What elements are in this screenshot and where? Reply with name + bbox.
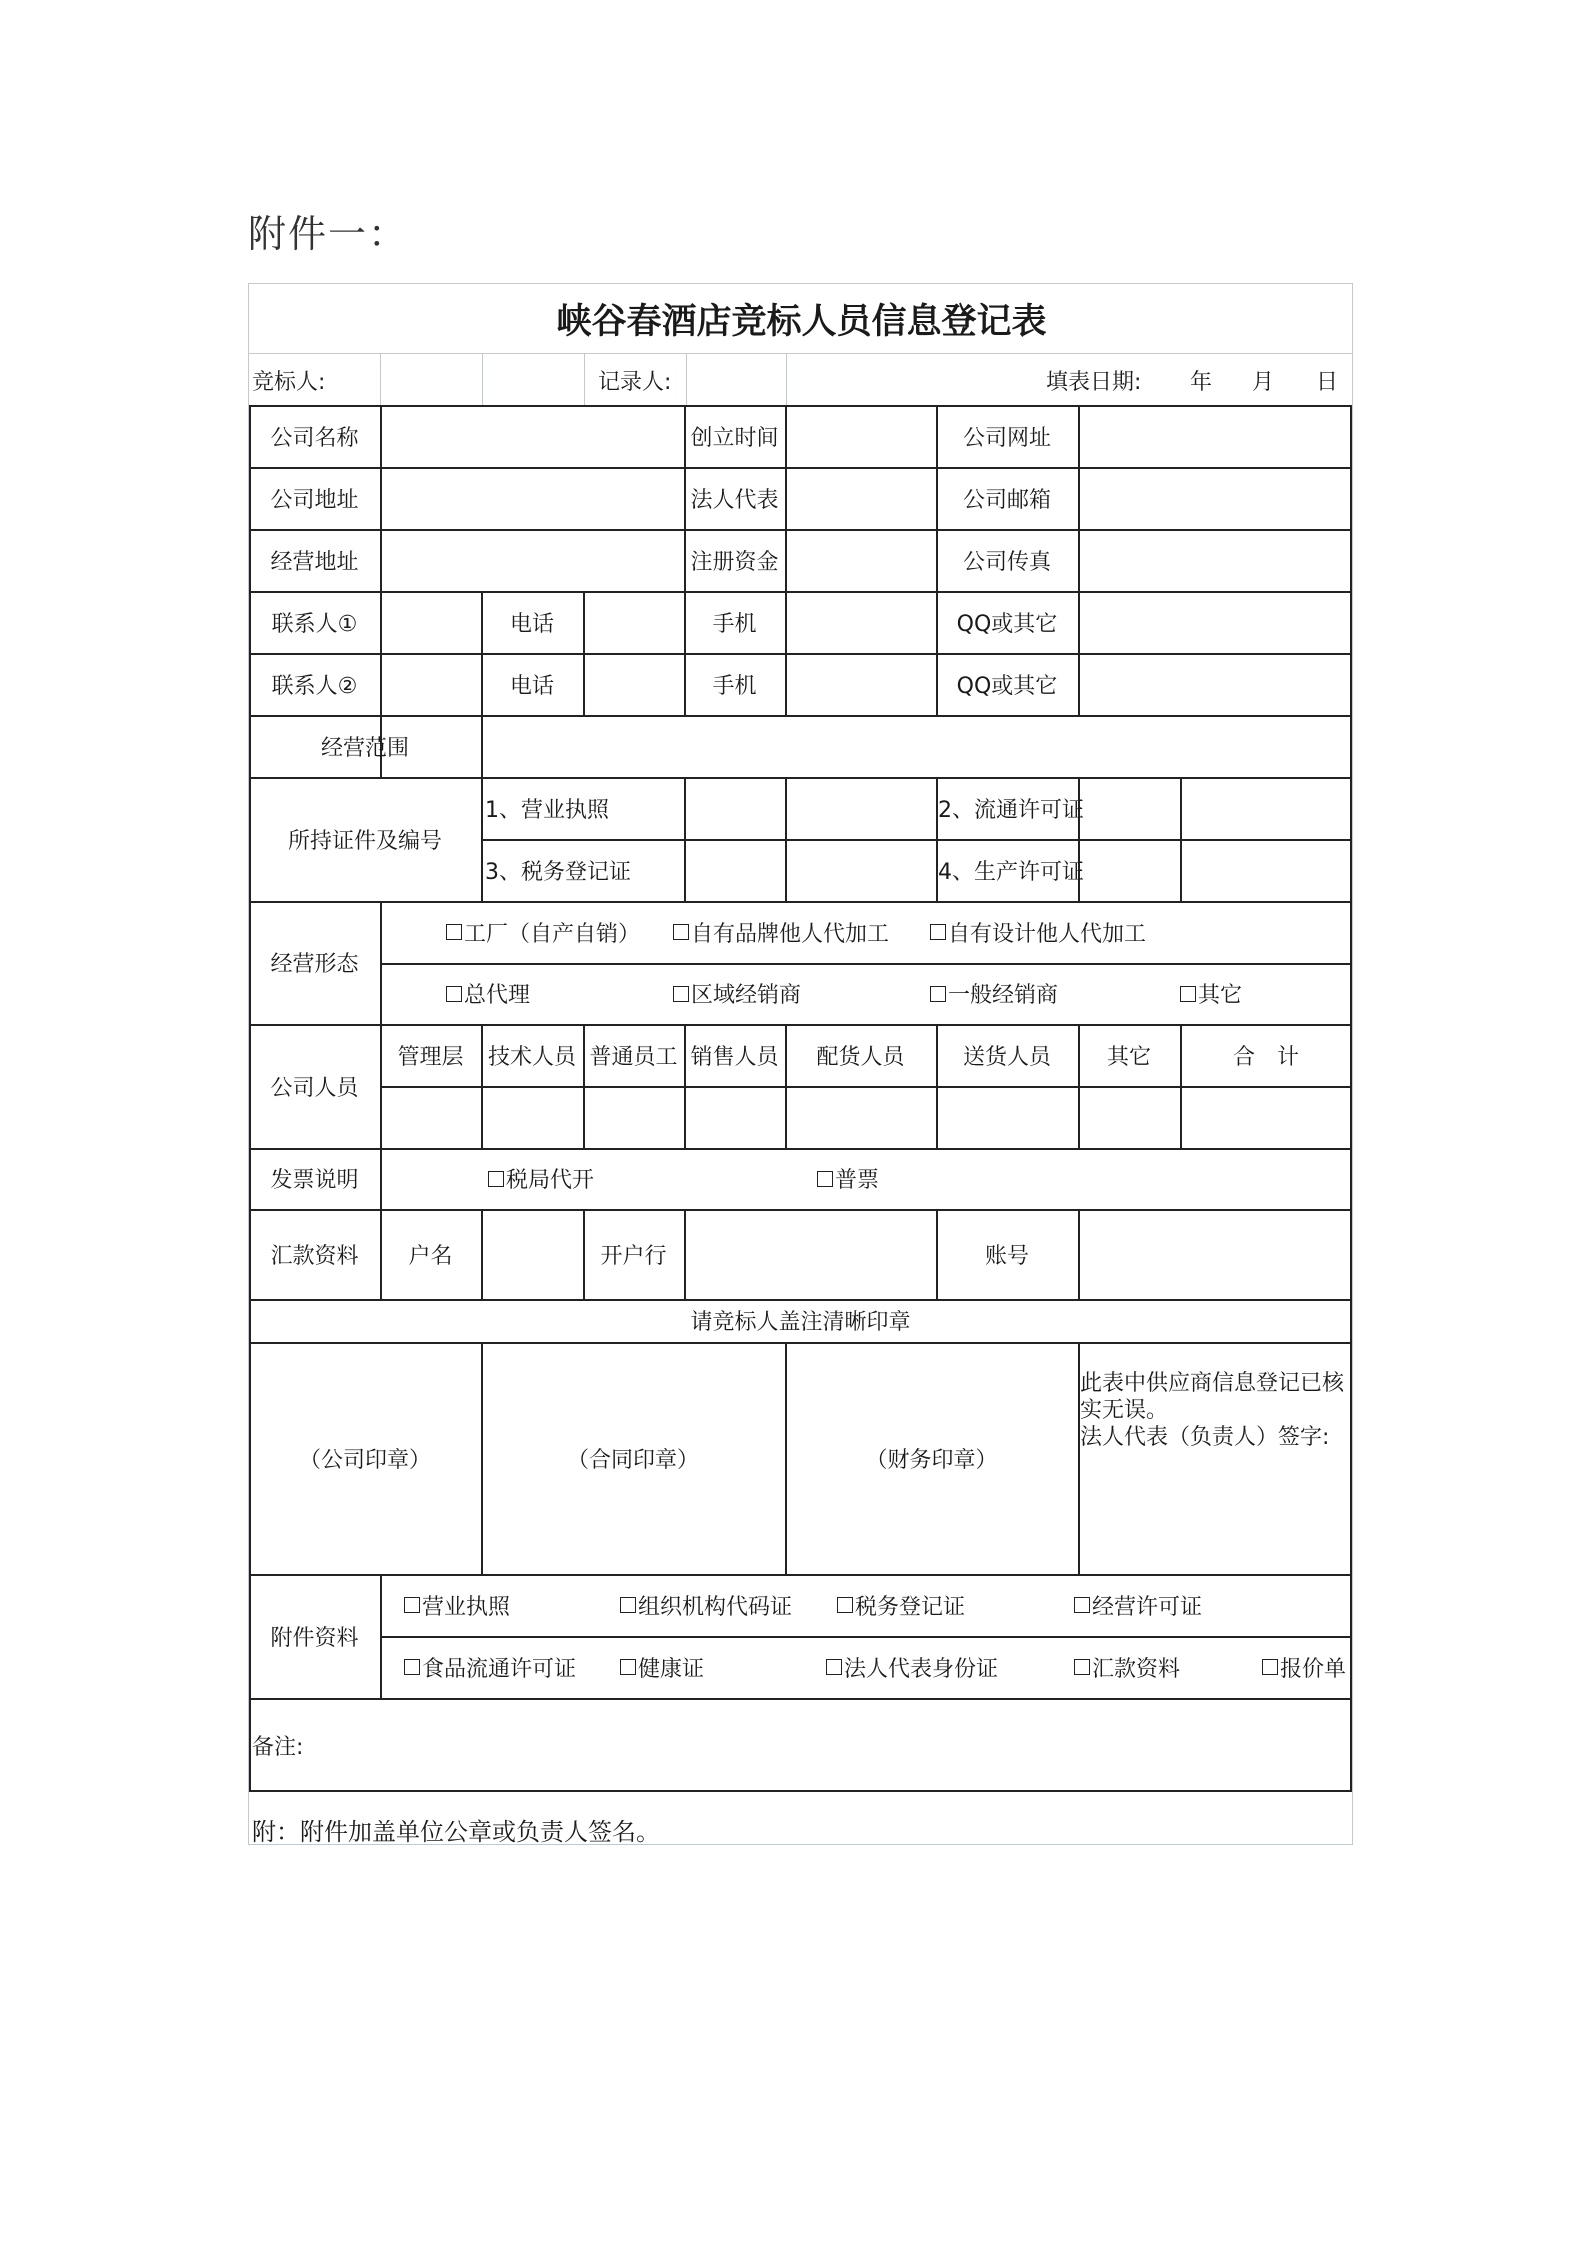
phone-label: 电话 — [509, 673, 554, 699]
checkbox[interactable] — [673, 986, 689, 1002]
qq-label: QQ或其它 — [956, 611, 1058, 637]
att-food-permit[interactable]: 食品流通许可证 — [404, 1636, 576, 1698]
staff-sales: 销售人员 — [690, 1044, 779, 1070]
col-line — [380, 1574, 382, 1698]
qq-label: QQ或其它 — [956, 673, 1058, 699]
staff-mgmt: 管理层 — [397, 1044, 464, 1070]
staff-total: 合 计 — [1232, 1044, 1299, 1070]
attachment-label: 附件一： — [248, 212, 409, 256]
account-number-label: 账号 — [984, 1243, 1029, 1269]
col-line — [785, 405, 787, 715]
header-divider — [482, 353, 483, 405]
date-label: 填表日期: — [1046, 369, 1142, 395]
option-regional-dealer[interactable]: 区域经销商 — [673, 963, 801, 1024]
staff-general: 普通员工 — [589, 1044, 678, 1070]
att-quote[interactable]: 报价单 — [1262, 1636, 1346, 1698]
cert-circulation-permit: 2、流通许可证 — [938, 797, 1084, 823]
recorder-label: 记录人: — [598, 369, 672, 395]
checkbox[interactable] — [673, 924, 689, 940]
col-line — [380, 1148, 382, 1209]
day-label: 日 — [1316, 369, 1339, 395]
checkbox[interactable] — [620, 1597, 636, 1613]
option-own-design[interactable]: 自有设计他人代加工 — [930, 901, 1146, 963]
att-remittance[interactable]: 汇款资料 — [1074, 1636, 1180, 1698]
col-line — [583, 591, 585, 715]
registered-capital-label: 注册资金 — [690, 549, 779, 575]
footnote: 附：附件加盖单位公章或负责人签名。 — [252, 1818, 660, 1846]
company-email-label: 公司邮箱 — [962, 487, 1051, 513]
option-own-brand[interactable]: 自有品牌他人代加工 — [673, 901, 889, 963]
business-form-label: 经营形态 — [270, 952, 359, 977]
checkbox[interactable] — [1180, 986, 1196, 1002]
business-address-label: 经营地址 — [270, 549, 359, 575]
checkbox[interactable] — [930, 986, 946, 1002]
col-line — [1078, 405, 1080, 715]
staff-label: 公司人员 — [270, 1075, 359, 1101]
att-org-code[interactable]: 组织机构代码证 — [620, 1574, 792, 1636]
attachments-label: 附件资料 — [270, 1625, 359, 1651]
col-line — [380, 901, 382, 1024]
bank-label: 开户行 — [600, 1243, 667, 1269]
col-line — [684, 1209, 686, 1299]
checkbox[interactable] — [826, 1659, 842, 1675]
option-general-dealer[interactable]: 一般经销商 — [930, 963, 1058, 1024]
contact2-label: 联系人② — [271, 673, 358, 699]
row-line — [249, 1698, 1352, 1700]
checkbox[interactable] — [446, 924, 462, 940]
checkbox[interactable] — [488, 1171, 504, 1187]
row-line — [249, 1148, 1352, 1150]
row-line — [249, 591, 1352, 593]
col-line — [1078, 1209, 1080, 1299]
company-name-label: 公司名称 — [270, 425, 359, 451]
col-line — [684, 777, 686, 901]
att-business-license[interactable]: 营业执照 — [404, 1574, 510, 1636]
att-tax-registration[interactable]: 税务登记证 — [837, 1574, 965, 1636]
header-divider — [380, 353, 381, 405]
cert-production-permit: 4、生产许可证 — [938, 859, 1084, 885]
header-divider — [786, 353, 787, 405]
stamp-notice: 请竞标人盖注清晰印章 — [690, 1310, 911, 1335]
contract-stamp-area: （合同印章） — [566, 1447, 699, 1473]
certificates-label: 所持证件及编号 — [287, 828, 442, 854]
mobile-label: 手机 — [712, 673, 757, 699]
header-divider — [686, 353, 687, 405]
col-line — [481, 1209, 483, 1299]
col-line — [481, 715, 483, 901]
att-health-cert[interactable]: 健康证 — [620, 1636, 704, 1698]
header-divider — [1352, 353, 1353, 405]
form-title: 峡谷春酒店竞标人员信息登记表 — [556, 301, 1047, 342]
option-general-agent[interactable]: 总代理 — [446, 963, 530, 1024]
phone-label: 电话 — [509, 611, 554, 637]
checkbox[interactable] — [620, 1659, 636, 1675]
option-other[interactable]: 其它 — [1180, 963, 1242, 1024]
staff-other: 其它 — [1106, 1044, 1151, 1070]
checkbox[interactable] — [1074, 1659, 1090, 1675]
verification-signature-text: 此表中供应商信息登记已核实无误。 法人代表（负责人）签字: — [1080, 1371, 1345, 1450]
option-plain-invoice[interactable]: 普票 — [817, 1148, 879, 1209]
att-business-permit[interactable]: 经营许可证 — [1074, 1574, 1202, 1636]
year-label: 年 — [1190, 369, 1213, 395]
finance-stamp-area: （财务印章） — [865, 1447, 998, 1473]
row-line — [249, 529, 1352, 531]
checkbox[interactable] — [1262, 1659, 1278, 1675]
option-tax-bureau[interactable]: 税局代开 — [488, 1148, 594, 1209]
business-scope-label: 经营范围 — [320, 735, 409, 761]
option-factory[interactable]: 工厂（自产自销） — [446, 901, 640, 963]
remittance-label: 汇款资料 — [270, 1243, 359, 1269]
company-fax-label: 公司传真 — [962, 549, 1051, 575]
cert-tax-registration: 3、税务登记证 — [485, 859, 631, 885]
header-divider — [584, 353, 585, 405]
checkbox[interactable] — [817, 1171, 833, 1187]
col-line — [1180, 777, 1182, 901]
checkbox[interactable] — [837, 1597, 853, 1613]
row-line — [380, 1086, 1352, 1088]
founded-label: 创立时间 — [690, 425, 779, 451]
company-address-label: 公司地址 — [270, 487, 359, 513]
contact1-label: 联系人① — [271, 611, 358, 637]
legal-rep-label: 法人代表 — [690, 487, 779, 513]
website-label: 公司网址 — [962, 425, 1051, 451]
row-line — [249, 653, 1352, 655]
bidder-label: 竞标人: — [252, 369, 326, 395]
account-name-label: 户名 — [408, 1243, 453, 1269]
staff-dispatch: 配货人员 — [816, 1044, 905, 1070]
att-legal-id[interactable]: 法人代表身份证 — [826, 1636, 998, 1698]
header-top-line — [249, 353, 1352, 354]
row-line — [249, 467, 1352, 469]
invoice-label: 发票说明 — [270, 1168, 359, 1193]
checkbox[interactable] — [446, 986, 462, 1002]
month-label: 月 — [1252, 369, 1275, 395]
col-line — [785, 777, 787, 901]
checkbox[interactable] — [1074, 1597, 1090, 1613]
staff-delivery: 送货人员 — [962, 1044, 1051, 1070]
cert-business-license: 1、营业执照 — [485, 797, 609, 823]
checkbox[interactable] — [404, 1597, 420, 1613]
staff-tech: 技术人员 — [487, 1044, 576, 1070]
remarks-label: 备注: — [252, 1734, 304, 1760]
checkbox[interactable] — [404, 1659, 420, 1675]
company-stamp-area: （公司印章） — [298, 1447, 431, 1473]
mobile-label: 手机 — [712, 611, 757, 637]
checkbox[interactable] — [930, 924, 946, 940]
